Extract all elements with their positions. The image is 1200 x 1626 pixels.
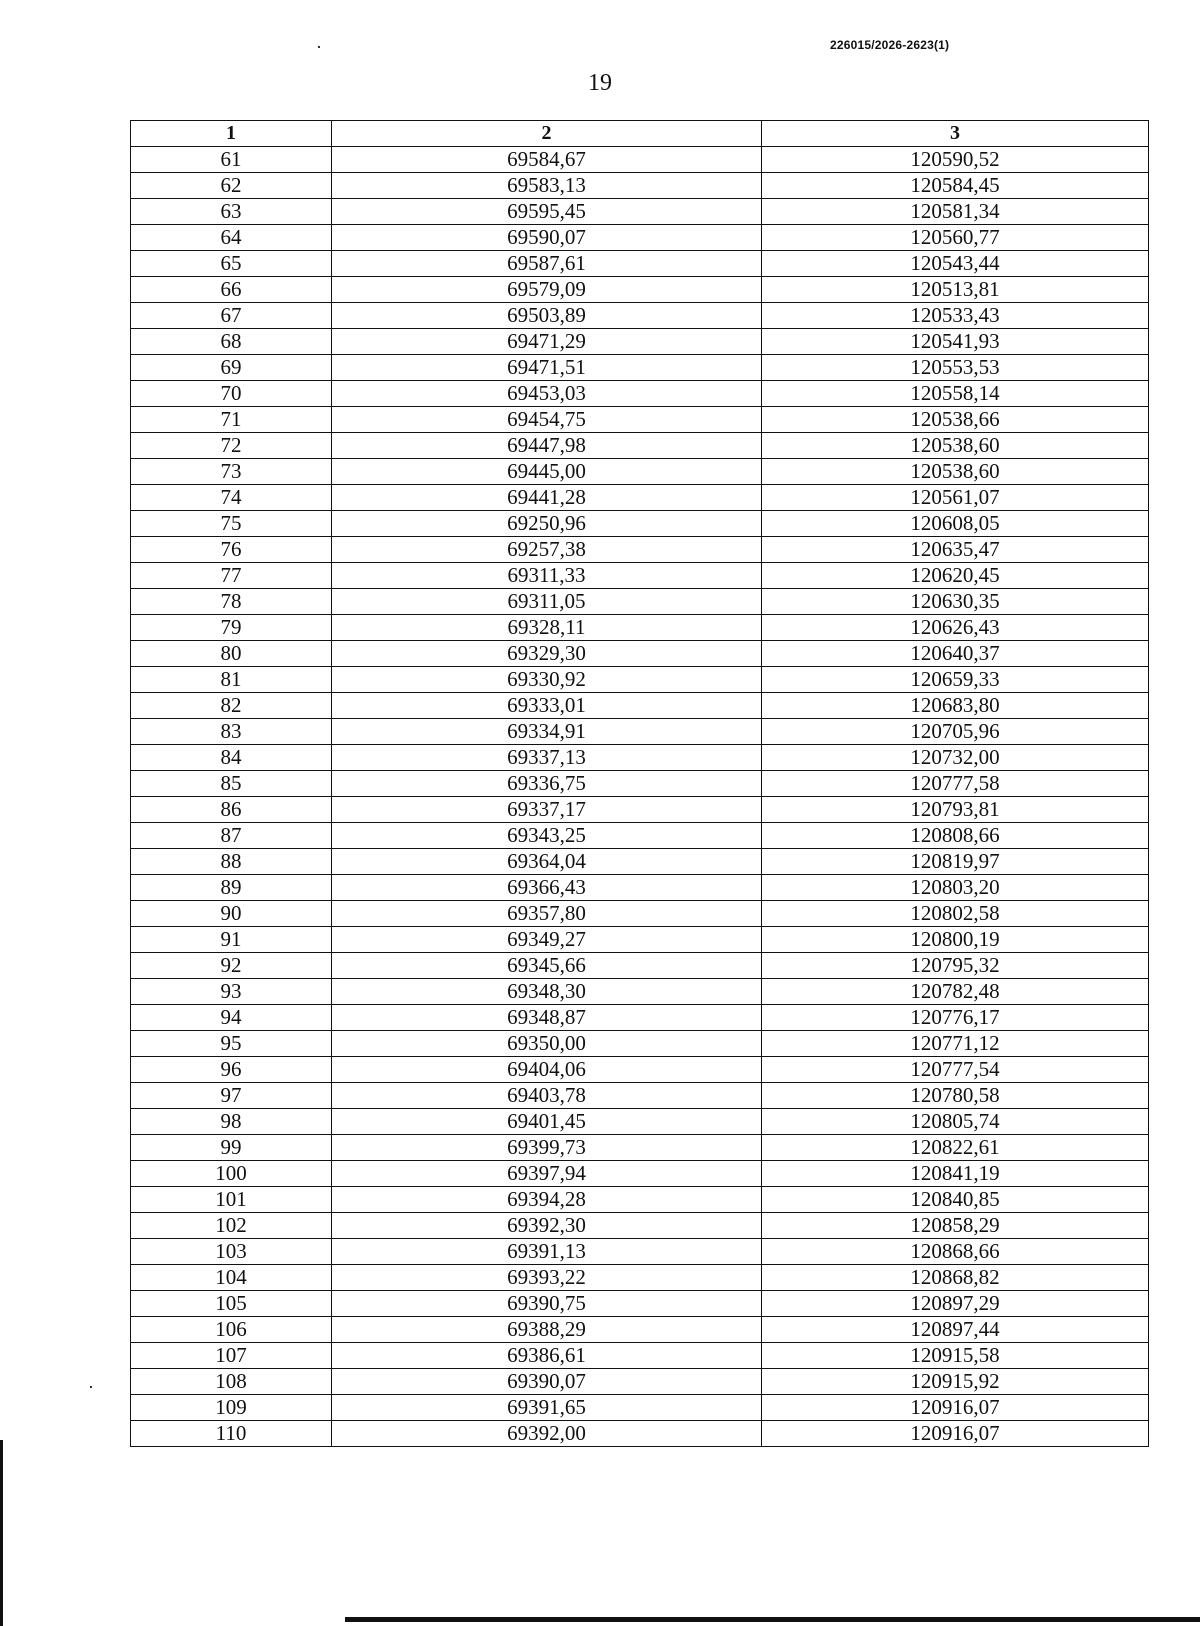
table-row bbox=[131, 589, 1149, 615]
table-cell-col-2: 69595,45 bbox=[332, 199, 762, 225]
table-cell-col-1: 76 bbox=[131, 537, 332, 563]
table-row bbox=[131, 875, 1149, 901]
table-cell-col-2: 69454,75 bbox=[332, 407, 762, 433]
table-cell-col-3: 120897,44 bbox=[762, 1317, 1149, 1343]
table-cell-col-1: 72 bbox=[131, 433, 332, 459]
table-cell-col-2: 69366,43 bbox=[332, 875, 762, 901]
table-cell-col-3: 120793,81 bbox=[762, 797, 1149, 823]
table-row bbox=[131, 823, 1149, 849]
table-cell-col-3: 120553,53 bbox=[762, 355, 1149, 381]
table-cell-col-1: 83 bbox=[131, 719, 332, 745]
table-cell-col-1: 110 bbox=[131, 1421, 332, 1447]
table-row bbox=[131, 485, 1149, 511]
table-cell-col-3: 120916,07 bbox=[762, 1421, 1149, 1447]
table-cell-col-1: 98 bbox=[131, 1109, 332, 1135]
table-cell-col-2: 69397,94 bbox=[332, 1161, 762, 1187]
table-cell-col-3: 120822,61 bbox=[762, 1135, 1149, 1161]
table-cell-col-3: 120805,74 bbox=[762, 1109, 1149, 1135]
column-header-2: 2 bbox=[332, 121, 762, 147]
scan-speck bbox=[318, 46, 320, 48]
table-cell-col-2: 69329,30 bbox=[332, 641, 762, 667]
table-cell-col-1: 104 bbox=[131, 1265, 332, 1291]
table-row bbox=[131, 979, 1149, 1005]
table-cell-col-3: 120705,96 bbox=[762, 719, 1149, 745]
table-row bbox=[131, 1317, 1149, 1343]
table-cell-col-2: 69403,78 bbox=[332, 1083, 762, 1109]
table-row bbox=[131, 1161, 1149, 1187]
table-cell-col-2: 69334,91 bbox=[332, 719, 762, 745]
table-cell-col-2: 69392,30 bbox=[332, 1213, 762, 1239]
table-cell-col-1: 81 bbox=[131, 667, 332, 693]
table-cell-col-3: 120635,47 bbox=[762, 537, 1149, 563]
table-row bbox=[131, 1109, 1149, 1135]
table-row bbox=[131, 537, 1149, 563]
table-cell-col-1: 64 bbox=[131, 225, 332, 251]
table-cell-col-2: 69388,29 bbox=[332, 1317, 762, 1343]
table-row bbox=[131, 251, 1149, 277]
table-cell-col-3: 120558,14 bbox=[762, 381, 1149, 407]
table-cell-col-2: 69345,66 bbox=[332, 953, 762, 979]
table-cell-col-1: 75 bbox=[131, 511, 332, 537]
table-cell-col-3: 120868,66 bbox=[762, 1239, 1149, 1265]
table-row bbox=[131, 225, 1149, 251]
table-cell-col-1: 73 bbox=[131, 459, 332, 485]
scan-bottom-line bbox=[345, 1617, 1200, 1622]
table-cell-col-2: 69364,04 bbox=[332, 849, 762, 875]
table-cell-col-2: 69393,22 bbox=[332, 1265, 762, 1291]
table-cell-col-3: 120581,34 bbox=[762, 199, 1149, 225]
table-cell-col-1: 71 bbox=[131, 407, 332, 433]
table-cell-col-2: 69337,13 bbox=[332, 745, 762, 771]
table-row bbox=[131, 953, 1149, 979]
table-row bbox=[131, 407, 1149, 433]
table-cell-col-1: 87 bbox=[131, 823, 332, 849]
table-row bbox=[131, 771, 1149, 797]
table-row bbox=[131, 1213, 1149, 1239]
table-cell-col-3: 120777,58 bbox=[762, 771, 1149, 797]
table-cell-col-3: 120513,81 bbox=[762, 277, 1149, 303]
table-cell-col-2: 69391,65 bbox=[332, 1395, 762, 1421]
table-cell-col-3: 120561,07 bbox=[762, 485, 1149, 511]
table-cell-col-2: 69445,00 bbox=[332, 459, 762, 485]
table-cell-col-1: 70 bbox=[131, 381, 332, 407]
table-cell-col-1: 107 bbox=[131, 1343, 332, 1369]
table-cell-col-1: 90 bbox=[131, 901, 332, 927]
table-cell-col-3: 120640,37 bbox=[762, 641, 1149, 667]
table-row bbox=[131, 1343, 1149, 1369]
table-row bbox=[131, 849, 1149, 875]
table-cell-col-2: 69357,80 bbox=[332, 901, 762, 927]
table-cell-col-3: 120800,19 bbox=[762, 927, 1149, 953]
table-cell-col-2: 69503,89 bbox=[332, 303, 762, 329]
coordinates-table bbox=[130, 120, 1149, 1447]
table-row bbox=[131, 1057, 1149, 1083]
table-cell-col-2: 69590,07 bbox=[332, 225, 762, 251]
table-cell-col-1: 86 bbox=[131, 797, 332, 823]
table-cell-col-2: 69311,05 bbox=[332, 589, 762, 615]
table-row bbox=[131, 719, 1149, 745]
table-row bbox=[131, 355, 1149, 381]
table-cell-col-2: 69350,00 bbox=[332, 1031, 762, 1057]
table-cell-col-2: 69333,01 bbox=[332, 693, 762, 719]
table-cell-col-1: 68 bbox=[131, 329, 332, 355]
table-cell-col-2: 69584,67 bbox=[332, 147, 762, 173]
table-cell-col-2: 69328,11 bbox=[332, 615, 762, 641]
table-cell-col-3: 120841,19 bbox=[762, 1161, 1149, 1187]
table-row bbox=[131, 173, 1149, 199]
table-cell-col-2: 69404,06 bbox=[332, 1057, 762, 1083]
table-cell-col-3: 120538,60 bbox=[762, 433, 1149, 459]
table-cell-col-1: 99 bbox=[131, 1135, 332, 1161]
table-cell-col-3: 120608,05 bbox=[762, 511, 1149, 537]
table-cell-col-1: 106 bbox=[131, 1317, 332, 1343]
table-cell-col-1: 105 bbox=[131, 1291, 332, 1317]
table-cell-col-3: 120533,43 bbox=[762, 303, 1149, 329]
table-cell-col-1: 94 bbox=[131, 1005, 332, 1031]
table-cell-col-1: 61 bbox=[131, 147, 332, 173]
table-cell-col-3: 120620,45 bbox=[762, 563, 1149, 589]
table-row bbox=[131, 1187, 1149, 1213]
table-cell-col-3: 120590,52 bbox=[762, 147, 1149, 173]
table-cell-col-1: 79 bbox=[131, 615, 332, 641]
table-row bbox=[131, 329, 1149, 355]
table-body bbox=[131, 147, 1149, 1447]
table-cell-col-1: 80 bbox=[131, 641, 332, 667]
table-cell-col-1: 93 bbox=[131, 979, 332, 1005]
table-cell-col-2: 69349,27 bbox=[332, 927, 762, 953]
table-cell-col-3: 120782,48 bbox=[762, 979, 1149, 1005]
table-cell-col-3: 120541,93 bbox=[762, 329, 1149, 355]
table-cell-col-2: 69471,51 bbox=[332, 355, 762, 381]
table-cell-col-1: 92 bbox=[131, 953, 332, 979]
table-cell-col-3: 120538,60 bbox=[762, 459, 1149, 485]
table-cell-col-3: 120819,97 bbox=[762, 849, 1149, 875]
table-cell-col-3: 120795,32 bbox=[762, 953, 1149, 979]
table-row bbox=[131, 303, 1149, 329]
table-cell-col-3: 120683,80 bbox=[762, 693, 1149, 719]
table-cell-col-1: 88 bbox=[131, 849, 332, 875]
table-cell-col-1: 91 bbox=[131, 927, 332, 953]
table-cell-col-3: 120584,45 bbox=[762, 173, 1149, 199]
table-cell-col-2: 69311,33 bbox=[332, 563, 762, 589]
document-code: 226015/2026-2623(1) bbox=[830, 38, 950, 52]
table-cell-col-1: 108 bbox=[131, 1369, 332, 1395]
table-cell-col-2: 69337,17 bbox=[332, 797, 762, 823]
table-cell-col-3: 120732,00 bbox=[762, 745, 1149, 771]
table-row bbox=[131, 641, 1149, 667]
table-row bbox=[131, 147, 1149, 173]
table-cell-col-1: 97 bbox=[131, 1083, 332, 1109]
table-cell-col-3: 120858,29 bbox=[762, 1213, 1149, 1239]
table-cell-col-1: 101 bbox=[131, 1187, 332, 1213]
table-cell-col-3: 120916,07 bbox=[762, 1395, 1149, 1421]
table-cell-col-2: 69471,29 bbox=[332, 329, 762, 355]
table-cell-col-2: 69583,13 bbox=[332, 173, 762, 199]
table-cell-col-2: 69348,87 bbox=[332, 1005, 762, 1031]
table-cell-col-1: 85 bbox=[131, 771, 332, 797]
table-cell-col-3: 120538,66 bbox=[762, 407, 1149, 433]
table-cell-col-3: 120780,58 bbox=[762, 1083, 1149, 1109]
table-row bbox=[131, 511, 1149, 537]
table-row bbox=[131, 433, 1149, 459]
table-cell-col-1: 78 bbox=[131, 589, 332, 615]
table-cell-col-3: 120776,17 bbox=[762, 1005, 1149, 1031]
table-cell-col-1: 103 bbox=[131, 1239, 332, 1265]
table-cell-col-2: 69453,03 bbox=[332, 381, 762, 407]
table-cell-col-3: 120771,12 bbox=[762, 1031, 1149, 1057]
table-cell-col-1: 67 bbox=[131, 303, 332, 329]
table-cell-col-1: 82 bbox=[131, 693, 332, 719]
table-cell-col-2: 69257,38 bbox=[332, 537, 762, 563]
table-cell-col-3: 120915,58 bbox=[762, 1343, 1149, 1369]
table-row bbox=[131, 1421, 1149, 1447]
table-cell-col-2: 69390,75 bbox=[332, 1291, 762, 1317]
scan-edge-line bbox=[0, 1440, 3, 1626]
table-cell-col-3: 120543,44 bbox=[762, 251, 1149, 277]
table-cell-col-1: 77 bbox=[131, 563, 332, 589]
table-cell-col-1: 66 bbox=[131, 277, 332, 303]
table-row bbox=[131, 745, 1149, 771]
table-cell-col-1: 84 bbox=[131, 745, 332, 771]
table-cell-col-2: 69392,00 bbox=[332, 1421, 762, 1447]
column-header-1: 1 bbox=[131, 121, 332, 147]
table-cell-col-2: 69399,73 bbox=[332, 1135, 762, 1161]
table-cell-col-3: 120897,29 bbox=[762, 1291, 1149, 1317]
table-row bbox=[131, 1083, 1149, 1109]
table-cell-col-1: 63 bbox=[131, 199, 332, 225]
table-cell-col-2: 69336,75 bbox=[332, 771, 762, 797]
table-cell-col-2: 69348,30 bbox=[332, 979, 762, 1005]
table-row bbox=[131, 615, 1149, 641]
table-cell-col-2: 69587,61 bbox=[332, 251, 762, 277]
table-cell-col-3: 120626,43 bbox=[762, 615, 1149, 641]
table-row bbox=[131, 1395, 1149, 1421]
table-cell-col-3: 120808,66 bbox=[762, 823, 1149, 849]
table-cell-col-2: 69386,61 bbox=[332, 1343, 762, 1369]
table-cell-col-1: 89 bbox=[131, 875, 332, 901]
table-cell-col-2: 69391,13 bbox=[332, 1239, 762, 1265]
table-row bbox=[131, 797, 1149, 823]
table-row bbox=[131, 1239, 1149, 1265]
table-header-row bbox=[131, 121, 1149, 147]
table-cell-col-1: 102 bbox=[131, 1213, 332, 1239]
table-cell-col-1: 100 bbox=[131, 1161, 332, 1187]
table-row bbox=[131, 667, 1149, 693]
table-cell-col-2: 69579,09 bbox=[332, 277, 762, 303]
table-cell-col-2: 69330,92 bbox=[332, 667, 762, 693]
table-cell-col-2: 69441,28 bbox=[332, 485, 762, 511]
table-cell-col-3: 120915,92 bbox=[762, 1369, 1149, 1395]
table-row bbox=[131, 381, 1149, 407]
table-cell-col-1: 109 bbox=[131, 1395, 332, 1421]
column-header-3: 3 bbox=[762, 121, 1149, 147]
table-row bbox=[131, 563, 1149, 589]
table-cell-col-1: 74 bbox=[131, 485, 332, 511]
table-row bbox=[131, 1369, 1149, 1395]
table-cell-col-3: 120659,33 bbox=[762, 667, 1149, 693]
table-cell-col-1: 96 bbox=[131, 1057, 332, 1083]
table-cell-col-2: 69250,96 bbox=[332, 511, 762, 537]
table-cell-col-1: 95 bbox=[131, 1031, 332, 1057]
table-row bbox=[131, 1265, 1149, 1291]
table-cell-col-2: 69401,45 bbox=[332, 1109, 762, 1135]
table-row bbox=[131, 1005, 1149, 1031]
table-cell-col-2: 69390,07 bbox=[332, 1369, 762, 1395]
table-cell-col-2: 69343,25 bbox=[332, 823, 762, 849]
table-cell-col-3: 120802,58 bbox=[762, 901, 1149, 927]
table-row bbox=[131, 1135, 1149, 1161]
table-cell-col-3: 120868,82 bbox=[762, 1265, 1149, 1291]
table-row bbox=[131, 459, 1149, 485]
table-row bbox=[131, 199, 1149, 225]
table-cell-col-1: 62 bbox=[131, 173, 332, 199]
table-cell-col-3: 120840,85 bbox=[762, 1187, 1149, 1213]
scan-speck bbox=[90, 1386, 92, 1388]
table-cell-col-2: 69447,98 bbox=[332, 433, 762, 459]
table-row bbox=[131, 277, 1149, 303]
table-row bbox=[131, 693, 1149, 719]
table-cell-col-1: 65 bbox=[131, 251, 332, 277]
page-number: 19 bbox=[588, 70, 612, 96]
table-row bbox=[131, 927, 1149, 953]
table-cell-col-2: 69394,28 bbox=[332, 1187, 762, 1213]
table-row bbox=[131, 1291, 1149, 1317]
table-cell-col-3: 120803,20 bbox=[762, 875, 1149, 901]
table-cell-col-3: 120777,54 bbox=[762, 1057, 1149, 1083]
table-cell-col-3: 120630,35 bbox=[762, 589, 1149, 615]
table-cell-col-1: 69 bbox=[131, 355, 332, 381]
table-row bbox=[131, 1031, 1149, 1057]
table-row bbox=[131, 901, 1149, 927]
table-cell-col-3: 120560,77 bbox=[762, 225, 1149, 251]
